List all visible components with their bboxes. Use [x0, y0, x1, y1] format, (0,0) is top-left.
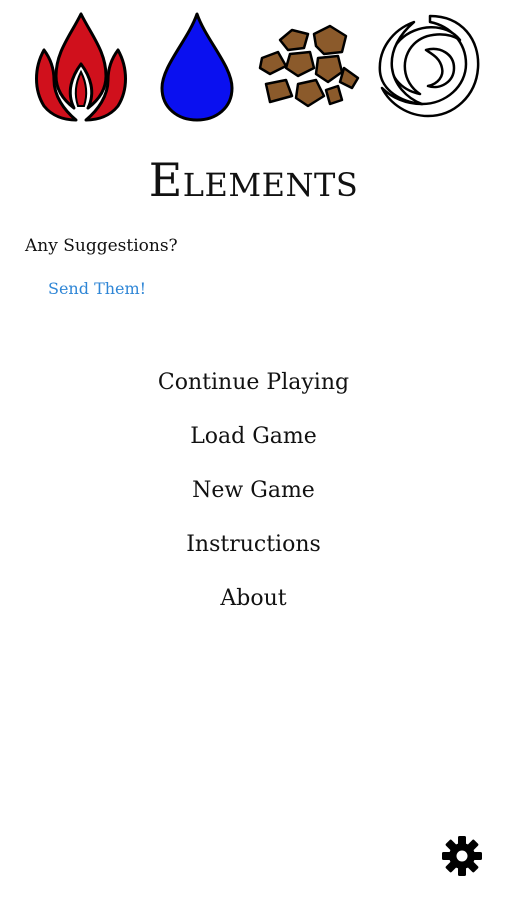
continue-playing-button[interactable]: Continue Playing: [157, 370, 350, 395]
air-icon: [370, 10, 484, 124]
gear-icon[interactable]: [441, 835, 483, 877]
about-button[interactable]: About: [220, 586, 287, 611]
main-menu: [0, 363, 507, 633]
fire-icon: [30, 10, 132, 124]
send-suggestions-link[interactable]: Send Them!: [48, 279, 147, 298]
load-game-button[interactable]: Load Game: [190, 424, 317, 449]
water-icon: [158, 10, 236, 124]
element-icons-row: [30, 10, 485, 128]
new-game-button[interactable]: New Game: [192, 478, 315, 503]
app-title: Elements: [148, 153, 359, 207]
instructions-button[interactable]: Instructions: [186, 532, 321, 557]
earth-icon: [258, 10, 364, 116]
suggestions-prompt: Any Suggestions?: [25, 236, 178, 256]
